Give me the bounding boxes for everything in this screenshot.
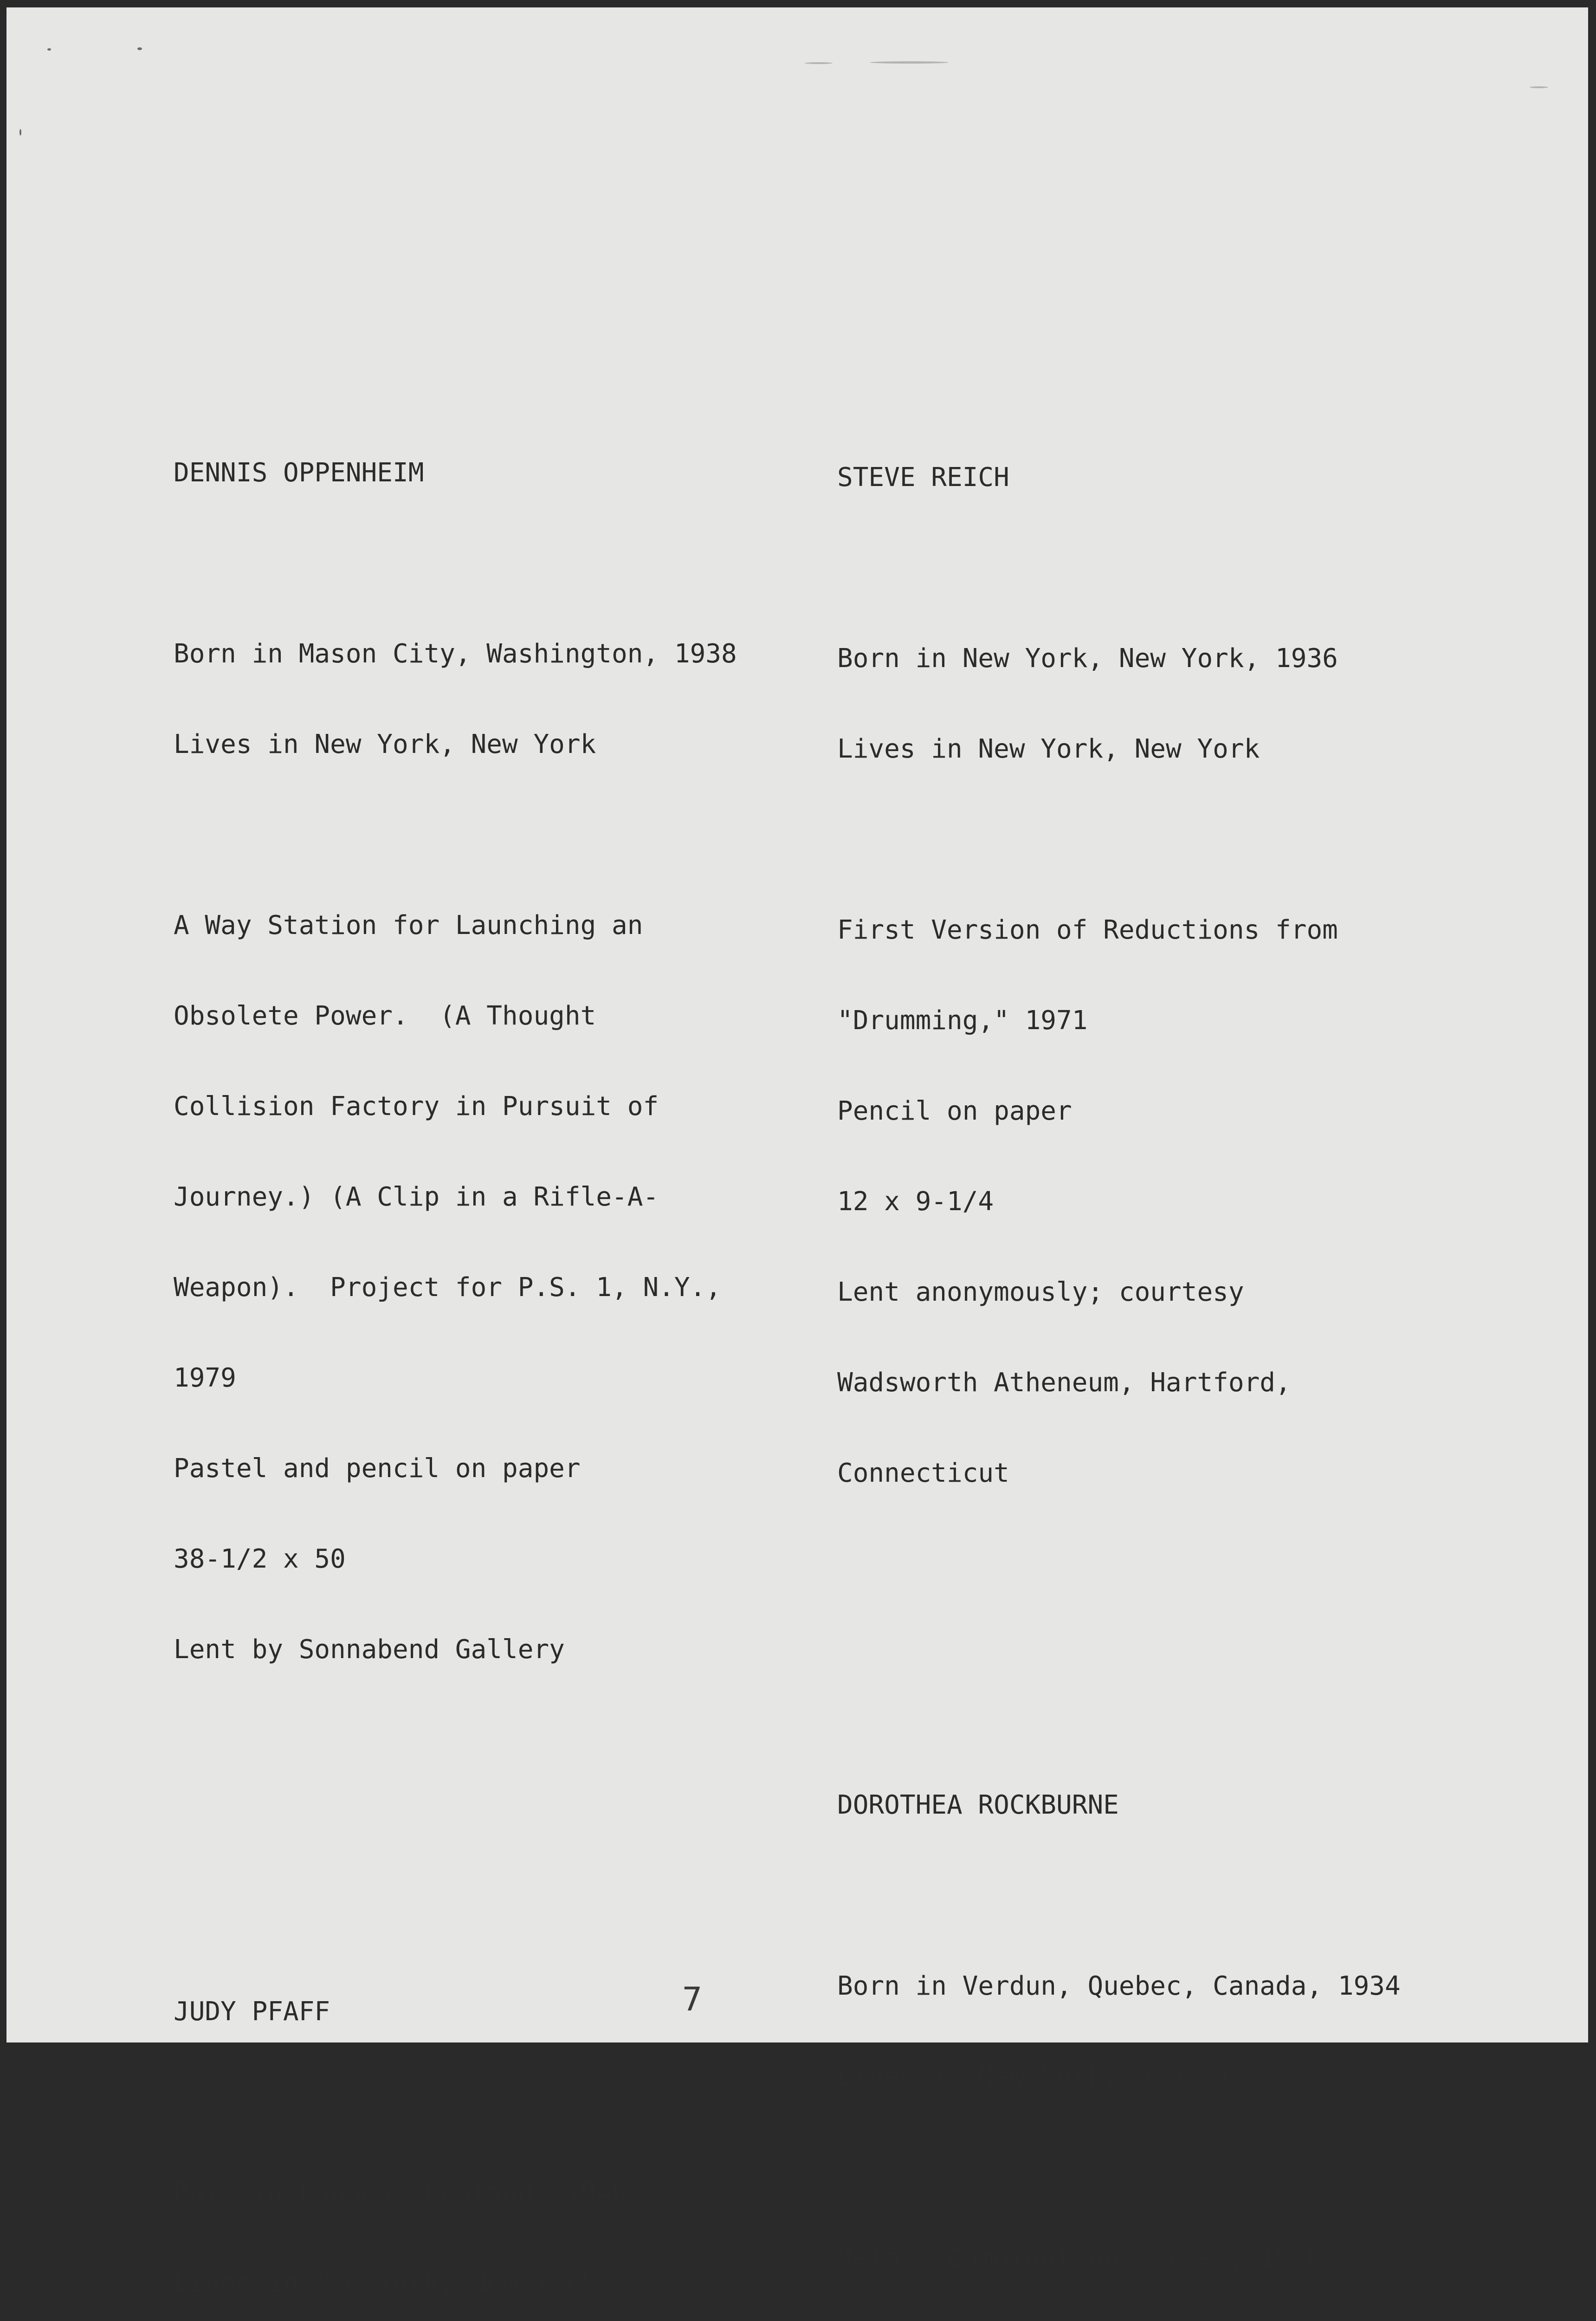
document-page	[6, 7, 1588, 2298]
artist-name: DENNIS OPPENHEIM	[174, 458, 424, 488]
medium-line: Pastel and pencil on paper	[174, 1453, 581, 1484]
lender-line: Connecticut	[837, 1458, 1009, 1488]
lender-line: Lent anonymously; courtesy	[837, 1277, 1244, 1307]
artist-entry-pfaff	[174, 1936, 752, 2321]
lender-line: Wadsworth Atheneum, Hartford,	[837, 1368, 1291, 1398]
paper-speck	[137, 47, 142, 50]
residence-line: Lives in New York, New York	[837, 2062, 1260, 2092]
residence-line: Lives in New York, New York	[174, 2268, 596, 2298]
artist-entry-reich	[837, 402, 1401, 1549]
work-line: "Drumming," 1971	[837, 1005, 1088, 1036]
artist-name: STEVE REICH	[837, 462, 1009, 493]
work-line: A Way Station for Launching an	[174, 910, 643, 940]
dimensions-line: 38-1/2 x 50	[174, 1544, 346, 1574]
artist-entry-rockburne	[837, 1730, 1401, 2321]
residence-line: Lives in New York, New York	[174, 729, 596, 759]
paper-speck	[47, 48, 51, 51]
lender-line: Lent by Sonnabend Gallery	[174, 1634, 565, 1665]
residence-line: Lives in New York, New York	[837, 734, 1260, 764]
work-line: Obsolete Power. (A Thought	[174, 1001, 596, 1031]
paper-speck	[870, 61, 949, 64]
dimensions-line: 12 x 9-1/4	[837, 1186, 994, 1217]
birth-line: Born in Verdun, Quebec, Canada, 1934	[837, 1971, 1401, 2001]
artist-name: DOROTHEA ROCKBURNE	[837, 1790, 1119, 1820]
birth-line: Born in Mason City, Washington, 1938	[174, 639, 737, 669]
birth-line: Born in New York, New York, 1936	[837, 643, 1338, 674]
work-line: Collision Factory in Pursuit of	[174, 1091, 659, 1122]
paper-speck	[805, 62, 833, 64]
left-column	[174, 307, 752, 2321]
paper-speck	[1530, 86, 1548, 88]
page-number: 7	[682, 1980, 703, 2018]
work-line: Weapon). Project for P.S. 1, N.Y.,	[174, 1272, 722, 1303]
right-column	[837, 311, 1401, 2321]
work-line: Journey.) (A Clip in a Rifle-A-	[174, 1182, 659, 1212]
artist-entry-oppenheim	[174, 397, 752, 1725]
artist-name: JUDY PFAFF	[174, 1997, 330, 2027]
work-line: 1979	[174, 1363, 236, 1393]
birth-line: Born in London, England, 1946	[174, 2178, 627, 2208]
paper-speck	[19, 129, 21, 136]
work-line: First Version of Reductions from	[837, 915, 1338, 945]
medium-line: Pencil on paper	[837, 1096, 1072, 1126]
work-line: Velar--Combination Series, 1978	[837, 2243, 1323, 2273]
